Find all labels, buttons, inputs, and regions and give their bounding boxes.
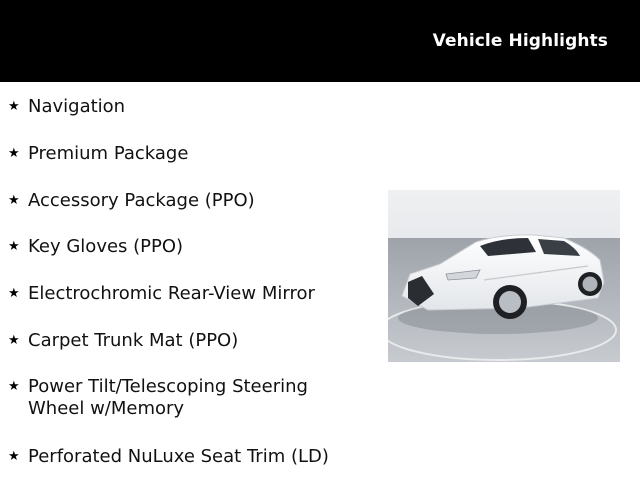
feature-item	[8, 283, 378, 305]
car-illustration	[388, 190, 620, 362]
feature-label: Premium Package	[28, 143, 189, 164]
star-icon: ★	[8, 333, 20, 348]
star-icon: ★	[8, 99, 20, 114]
feature-label: Carpet Trunk Mat (PPO)	[28, 330, 239, 351]
star-icon: ★	[8, 449, 20, 464]
star-icon: ★	[8, 286, 20, 301]
feature-label: Electrochromic Rear-View Mirror	[28, 283, 315, 304]
feature-item	[8, 330, 378, 352]
feature-label: Navigation	[28, 96, 126, 117]
feature-label: Accessory Package (PPO)	[28, 190, 255, 211]
feature-item	[8, 446, 378, 468]
feature-item	[8, 236, 378, 258]
star-icon: ★	[8, 379, 20, 394]
star-icon: ★	[8, 239, 20, 254]
star-icon: ★	[8, 193, 20, 208]
feature-item	[8, 143, 378, 165]
star-icon: ★	[8, 146, 20, 161]
feature-item	[8, 96, 378, 118]
feature-label: Power Tilt/Telescoping Steering Wheel w/Memory	[28, 376, 308, 419]
vehicle-photo	[388, 190, 620, 362]
page-title: Vehicle Highlights	[432, 31, 608, 51]
feature-item	[8, 376, 378, 420]
feature-label: Key Gloves (PPO)	[28, 236, 184, 257]
feature-item	[8, 190, 378, 212]
feature-label: Perforated NuLuxe Seat Trim (LD)	[28, 446, 329, 467]
